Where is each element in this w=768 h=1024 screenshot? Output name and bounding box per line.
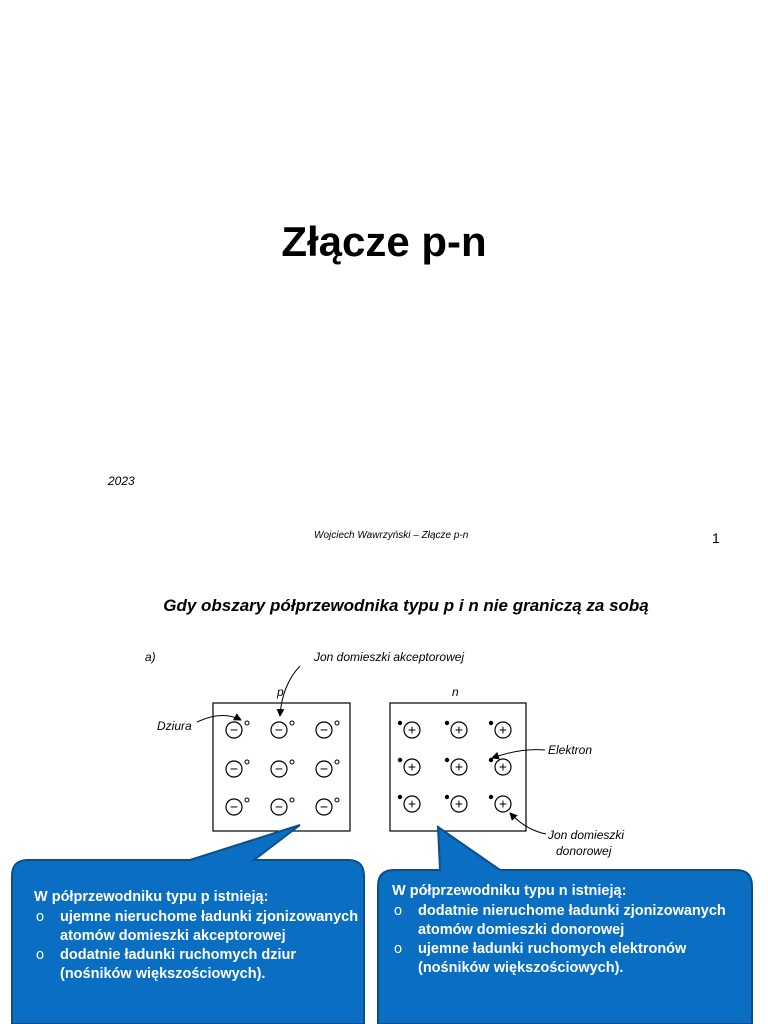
electron-dot: [398, 758, 402, 762]
list-item: [34, 908, 364, 946]
bullet-circle-icon: o: [36, 947, 45, 963]
acceptor-ion-sign: −: [319, 721, 329, 738]
hole-dot: [335, 721, 339, 725]
callout-right: [392, 882, 732, 978]
callout-right-list: [392, 902, 732, 978]
list-item: [34, 946, 364, 984]
donor-ion-sign: +: [498, 721, 508, 738]
acceptor-ion-sign: −: [319, 798, 329, 815]
donor-ion-sign: +: [407, 721, 417, 738]
hole-dot: [245, 798, 249, 802]
label-p-region: p: [277, 685, 284, 699]
electron-dot: [445, 758, 449, 762]
donor-ion-sign: +: [498, 758, 508, 775]
label-n-region: n: [452, 685, 459, 699]
electron-dot: [489, 721, 493, 725]
hole-dot: [290, 798, 294, 802]
acceptor-ion-sign: −: [274, 760, 284, 777]
slide-year: 2023: [108, 474, 135, 488]
page-number: 1: [712, 530, 720, 546]
label-donor-ion-line2: donorowej: [556, 844, 612, 858]
bullet-circle-icon: o: [36, 909, 45, 925]
callout-left-heading: W półprzewodniku typu p istnieją:: [34, 889, 269, 905]
slide-title: Złącze p-n: [281, 218, 487, 265]
list-item: [392, 902, 732, 940]
electron-arrow: [492, 750, 545, 758]
list-item-text: dodatnie ładunki ruchomych dziur (nośników większościowych).: [60, 947, 297, 982]
label-donor-ion-line1: Jon domieszki: [548, 828, 625, 842]
hole-dot: [335, 760, 339, 764]
donor-ion-sign: +: [454, 795, 464, 812]
electron-dot: [445, 795, 449, 799]
bullet-circle-icon: o: [394, 941, 403, 957]
label-hole: Dziura: [157, 719, 192, 733]
hole-dot: [290, 760, 294, 764]
hole-dot: [245, 760, 249, 764]
electron-dot: [489, 758, 493, 762]
callout-left-list: [34, 908, 364, 984]
donor-ion-grid: [398, 721, 511, 812]
slide-heading: Gdy obszary półprzewodnika typu p i n nie graniczą za sobą: [163, 596, 649, 615]
acceptor-ion-sign: −: [229, 760, 239, 777]
acceptor-ion-sign: −: [229, 721, 239, 738]
donor-ion-sign: +: [407, 795, 417, 812]
acceptor-ion-sign: −: [274, 798, 284, 815]
electron-dot: [398, 721, 402, 725]
acceptor-ion-sign: −: [229, 798, 239, 815]
electron-dot: [398, 795, 402, 799]
hole-dot: [335, 798, 339, 802]
acceptor-ion-grid: [226, 721, 339, 815]
electron-dot: [445, 721, 449, 725]
callout-left: [34, 888, 364, 984]
list-item: [392, 940, 732, 978]
electron-dot: [489, 795, 493, 799]
slide-footer: Wojciech Wawrzyński – Złącze p-n: [314, 530, 469, 541]
content-slide: [0, 560, 768, 1024]
callout-right-heading: W półprzewodniku typu n istnieją:: [392, 883, 627, 899]
donor-ion-sign: +: [498, 795, 508, 812]
list-item-text: dodatnie nieruchome ładunki zjonizowanych atomów domieszki donorowej: [418, 903, 726, 938]
hole-dot: [290, 721, 294, 725]
list-item-text: ujemne ładunki ruchomych elektronów (nośników większościowych).: [418, 941, 687, 976]
donor-ion-sign: +: [407, 758, 417, 775]
donor-ion-sign: +: [454, 758, 464, 775]
bullet-circle-icon: o: [394, 903, 403, 919]
acceptor-ion-sign: −: [274, 721, 284, 738]
acceptor-ion-sign: −: [319, 760, 329, 777]
label-electron: Elektron: [548, 743, 593, 757]
list-item-text: ujemne nieruchome ładunki zjonizowanych atomów domieszki akceptorowej: [60, 909, 359, 944]
hole-dot: [245, 721, 249, 725]
figure-label-a: a): [145, 650, 156, 664]
donor-ion-sign: +: [454, 721, 464, 738]
label-acceptor-ion: Jon domieszki akceptorowej: [314, 650, 465, 664]
